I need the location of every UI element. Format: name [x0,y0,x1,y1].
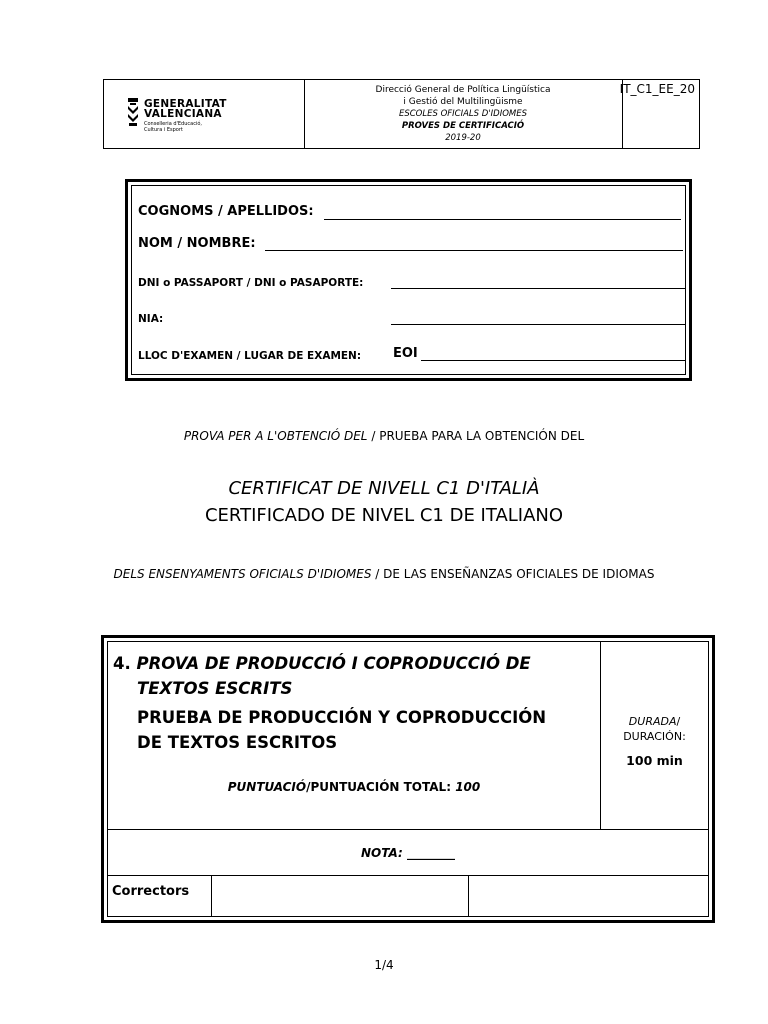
score-value: 100 [455,780,481,794]
header-line-5: 2019-20 [445,133,481,143]
correctors-label: Correctors [112,884,190,899]
place-prefix: EOI [393,346,418,361]
surname-field[interactable] [324,219,681,220]
subtitle-spanish: DE LAS ENSEÑANZAS OFICIALES DE IDIOMAS [383,567,655,581]
name-field[interactable] [265,250,683,251]
logo-line1: GENERALITAT [144,98,227,110]
intro-line [0,429,768,443]
place-label: LLOC D'EXAMEN / LUGAR DE EXAMEN: [138,350,362,362]
corrector-1-field[interactable] [213,877,466,915]
subtitle-valencian: DELS ENSENYAMENTS OFICIALS D'IDIOMES [113,567,372,581]
id-label: DNI o PASSAPORT / DNI o PASAPORTE: [138,277,364,289]
logo-subtext: Conselleria d'Educació, Cultura i Esport [144,121,203,133]
test-table [101,635,715,923]
subtitle-separator: / [375,567,380,581]
grade-field[interactable]: ________ [407,846,455,860]
score-spanish: /PUNTUACIÓN TOTAL: [306,780,451,794]
grade-label: NOTA: [361,846,403,860]
header-title-cell [304,80,623,148]
page-number: 1/4 [374,958,394,972]
code-cell [619,80,699,148]
row-divider-2 [108,875,708,876]
duration-separator: / [676,715,681,728]
name-label: NOM / NOMBRE: [138,236,256,251]
nia-field[interactable] [391,324,686,325]
duration-spanish: DURACIÓN: [623,730,686,743]
grade-row [108,846,708,860]
document-code: IT_C1_EE_20 [619,82,695,96]
header-line-2: i Gestió del Multilingüisme [403,97,523,107]
corrector-2-field[interactable] [470,877,707,915]
test-title-valencian-2: TEXTOS ESCRITS [137,679,293,698]
place-field[interactable] [421,360,685,361]
intro-spanish: PRUEBA PARA LA OBTENCIÓN DEL [379,429,585,443]
intro-valencian: PROVA PER A L'OBTENCIÓ DEL [183,429,368,443]
test-number: 4. [113,654,131,673]
row-divider-1 [108,829,708,830]
test-title-spanish-1: PRUEBA DE PRODUCCIÓN Y COPRODUCCIÓN [137,708,547,727]
surname-label: COGNOMS / APELLIDOS: [138,204,314,219]
correctors-divider-2 [468,875,469,916]
candidate-info-box [125,179,692,381]
nia-label: NIA: [138,313,164,325]
duration-valencian: DURADA [628,715,677,728]
candidate-info-inner [131,185,686,375]
logo-cell [104,80,305,148]
header-line-4: PROVES DE CERTIFICACIÓ [401,121,525,131]
intro-separator: / [371,429,376,443]
test-table-inner [107,641,709,917]
title-spanish: CERTIFICADO DE NIVEL C1 DE ITALIANO [204,505,564,526]
duration-value: 100 min [626,753,683,768]
logo-line2: VALENCIANA [144,108,222,120]
header-line-1: Direcció General de Política Lingüística [375,85,551,95]
generalitat-logo-icon [126,97,140,127]
header-table [103,79,700,149]
test-title-spanish-2: DE TEXTOS ESCRITOS [137,733,338,752]
total-score [108,780,600,794]
header-line-3: ESCOLES OFICIALS D'IDIOMES [398,109,527,119]
correctors-divider-1 [211,875,212,916]
score-valencian: PUNTUACIÓ [227,780,307,794]
id-field[interactable] [391,288,686,289]
subtitle-line [0,567,768,581]
test-title-valencian: 4. PROVA DE PRODUCCIÓ I COPRODUCCIÓ DE [113,654,531,673]
duration-label [601,714,708,744]
title-valencian: CERTIFICAT DE NIVELL C1 D'ITALIÀ [228,478,540,499]
